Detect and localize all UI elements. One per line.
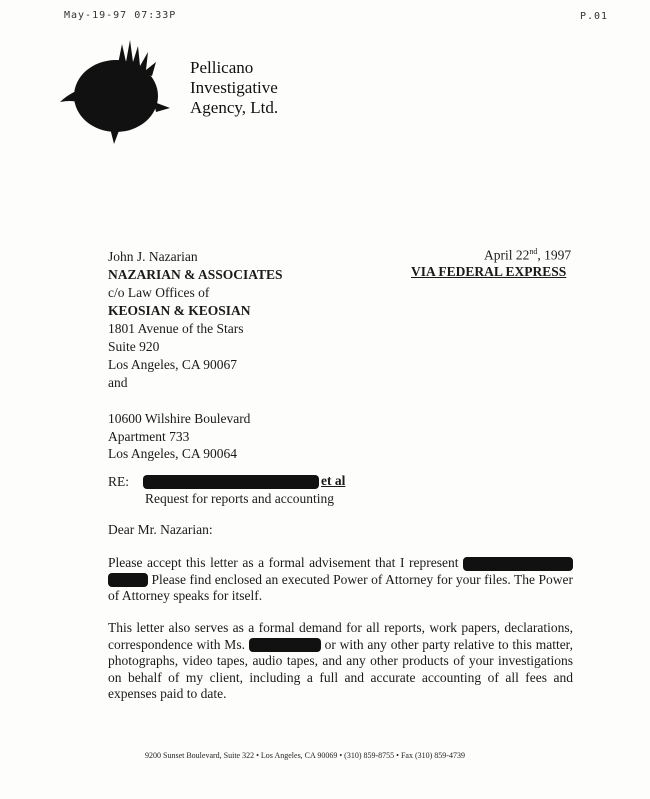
recipient-firm: NAZARIAN & ASSOCIATES: [108, 267, 283, 282]
fax-header-timestamp: May-19-97 07:33P: [64, 10, 177, 21]
paragraph-1: [108, 555, 573, 605]
paragraph-1-part1: Please accept this letter as a formal advisement that I represent: [108, 555, 459, 570]
re-label: RE:: [108, 474, 130, 489]
agency-name-line2: Investigative: [190, 78, 278, 97]
re-case-line: [143, 473, 345, 489]
paragraph-2-part2: or with any other party relative to this matter, photographs, video tapes, audio tapes, and any other products of your investigations on behalf of my client, including a full and accurate accounting of all fees and expenses paid to date.: [108, 636, 574, 701]
redaction-bar: [143, 475, 319, 489]
re-subject: Request for reports and accounting: [145, 491, 334, 506]
second-city: Los Angeles, CA 90064: [108, 446, 238, 461]
second-address-block: [108, 410, 250, 463]
agency-name-line1: Pellicano: [190, 58, 254, 77]
date-year: , 1997: [537, 247, 572, 263]
agency-name-line3: Agency, Ltd.: [190, 98, 279, 117]
second-apartment: Apartment 733: [108, 428, 190, 444]
date-suffix: nd: [529, 247, 538, 256]
recipient-address-block: [108, 248, 283, 374]
second-street: 10600 Wilshire Boulevard: [108, 411, 251, 426]
and-connector: and: [108, 375, 128, 390]
recipient-care-of-firm: KEOSIAN & KEOSIAN: [108, 303, 251, 318]
redaction-bar: [108, 573, 148, 587]
fax-page-number: P.01: [580, 11, 609, 22]
letterhead-footer: 9200 Sunset Boulevard, Suite 322 • Los Angeles, CA 90069 • (310) 859-8755 • Fax (310) 859-4739: [145, 751, 465, 760]
recipient-care-of: c/o Law Offices of: [108, 285, 210, 300]
redaction-bar: [463, 557, 573, 571]
recipient-suite: Suite 920: [108, 339, 160, 354]
recipient-city: Los Angeles, CA 90067: [108, 357, 238, 372]
redaction-bar: [249, 638, 321, 652]
re-case-tail: et al: [321, 473, 346, 488]
bird-silhouette-icon: [58, 36, 188, 146]
paragraph-2-part1: This letter also serves as a formal demand for all reports, work papers, declarations, correspondence with Ms.: [108, 620, 573, 652]
paragraph-2: [108, 620, 573, 703]
paragraph-1-part2: Please find enclosed an executed Power of Attorney for your files. The Power of Attorney speaks for itself.: [108, 571, 573, 603]
delivery-method: VIA FEDERAL EXPRESS: [411, 264, 567, 279]
letter-date: [484, 247, 571, 264]
recipient-name: John J. Nazarian: [108, 249, 198, 264]
recipient-street: 1801 Avenue of the Stars: [108, 321, 244, 336]
agency-name: [190, 58, 278, 118]
salutation: Dear Mr. Nazarian:: [108, 522, 213, 537]
date-text: April 22: [484, 247, 530, 263]
